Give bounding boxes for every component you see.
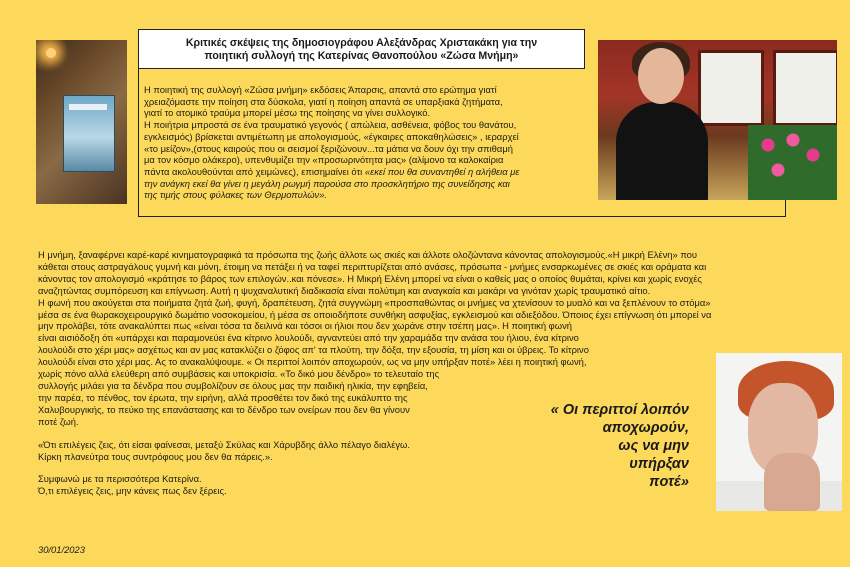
body-line: κάθεται στους αστραγάλους γυμνή και μόνη, έτοιμη να πετάξει ή να ταφεί περιπτυρίζεται από ανάσες, πρόσωπα - μνήμες ενσαρκωμένες σε σκιές και οράματα και — [38, 260, 707, 272]
body-line: λουλούδι είναι στο χέρι μας. Ας το ανακαλύψουμε. « Οι περιττοί λοιπόν αποχωρούν, ως να μην υπήρξαν ποτέ» λέει η ποιητική φωνή, — [38, 356, 587, 368]
intro-line — [144, 189, 592, 201]
intro-line: χρειαζόμαστε την ποίηση στα δύσκολα, γιατί η ποίηση απαντά σε υπαρξιακά ζητήματα, — [144, 95, 503, 107]
pink-flowers — [748, 125, 837, 200]
quote-line: αποχωρούν, — [602, 420, 689, 436]
book-title-strip — [69, 104, 107, 110]
intro-line-normal: πάντα ακολουθούνται από χειμώνες), επισημαίνει ότι — [144, 165, 365, 177]
body-line: είναι αισιόδοξη ότι «υπάρχει και παραμονεύει ένα κίτρινο λουλούδι, αγναντεύει από την χαραμάδα την ανάσα του ήλιου, ένα κίτρινο — [38, 332, 579, 344]
quote-line: ποτέ» — [649, 474, 689, 490]
body-line: Κίρκη πλανεύτρα τους συντρόφους μου δεν θα πάρεις.». — [38, 450, 273, 462]
body-line: λουλούδι στο χέρι μας» ασχέτως και αν μας κατακλύζει ο ζόφος απ' τα πλούτη, την δόξα, την εξουσία, τη μίση και οι ύβρεις. Το κίτρινο — [38, 344, 589, 356]
intro-line: γιατί το ατομικό τραύμα μπορεί μέσω της ποίησης να γίνει συλλογικό. — [144, 107, 431, 119]
body-line: Ό,τι επιλέγεις ζεις, μην κάνεις πως δεν ξέρεις. — [38, 485, 227, 497]
intro-line: εγκλεισμός) βρίσκεται αντιμέτωπη με απολογισμούς, «έγκαιρες αποκαθηλώσεις» , ιεραρχεί — [144, 130, 519, 142]
window — [773, 50, 837, 126]
article-title — [138, 29, 585, 69]
portrait-hand — [764, 453, 820, 511]
quote-line: « Οι περιττοί λοιπόν — [550, 402, 689, 418]
poet-portrait — [716, 353, 842, 511]
person-face — [638, 48, 684, 104]
autumn-leaves — [36, 40, 76, 80]
quote-line: ως να μην — [618, 438, 689, 454]
body-line: συλλογής μιλάει για τα δένδρα που συμβολίζουν σε όλους μας την παιδική ηλικία, την εφηβεία, — [38, 379, 428, 391]
body-line: κάνοντας τον απολογισμό «κράτησε το βάρος των επιλογών..και πόνεσε». Η Μικρή Ελένη μπορεί να είναι ο καθείς μας ο οποίος θυμάται, κρίνει και χωρίς ενοχές — [38, 272, 702, 284]
intro-line: Η ποιητική της συλλογή «Ζώσα μνήμη» εκδόσεις Άπαρσις, απαντά στο ερώτημα γιατί — [144, 84, 497, 95]
body-line: Συμφωνώ με τα περισσότερα Κατερίνα. — [38, 473, 202, 485]
book-cover — [63, 95, 115, 172]
body-line: μην προλάβει, τότε ανακαλύπτει πως «είναι τόσα τα δειλινά και τόσοι οι ήλιοι που δεν χωράνε στην τσέπη μας». Η ποιητική φωνή — [38, 320, 572, 332]
body-line: Η μνήμη, ξαναφέρνει καρέ-καρέ κινηματογραφικά τα πρόσωπα της ζωής άλλοτε ως σκιές και άλλοτε ολοζώντανα κάνοντας απολογισμούς.«Η μικρή Ελένη» που — [38, 249, 698, 260]
book-photo — [36, 40, 127, 204]
intro-line-italic: «εκεί που θα συναντηθεί η αλήθεια με — [364, 165, 520, 177]
body-line: την παρέα, το πένθος, τον έρωτα, την ειρήνη, αλλά προσθέτει τον δικό της ευκάλυπτο της — [38, 391, 408, 403]
body-line: μέσα σε ένα θωρακοχειρουργικό δωμάτιο νοσοκομείου, ή μέσα σε οποιοδήποτε συνθήκη ασφυξίας, εγκλεισμού και αδιεξόδου. Όποιος έχει επίγνωση ότι μπορεί να — [38, 308, 712, 320]
intro-line-italic: της τιμής στους φύλακες των Θερμοπυλών». — [144, 189, 328, 201]
body-line: Χαλυβουργικής, το πεύκο της επανάστασης και το δένδρο των ονείρων που δεν θα γίνουν — [38, 403, 410, 415]
candle-light — [46, 48, 56, 58]
publish-date: 30/01/2023 — [38, 544, 85, 555]
person-body — [616, 102, 708, 200]
body-line: χωρίς πόνο αλλά ελεύθερη από συμβάσεις και υποκρισία. «Το δικό μου δένδρο» το τελευταίο της — [38, 368, 440, 380]
body-line: ποτέ ζωή. — [38, 415, 79, 427]
intro-line: μα τον κόσμο ολάκερο), υπενθυμίζει την «προσωρινότητα μας» (αλίμονο τα καλοκαίρια — [144, 154, 504, 166]
pull-quote — [520, 401, 689, 491]
quote-line: υπήρξαν — [629, 456, 689, 472]
intro-line — [144, 166, 592, 178]
intro-line-italic: την ανάγκη εκεί θα γίνει η μεγάλη ρωγμή παρούσα στο προσκλητήριο της συνείδησης και — [144, 177, 510, 189]
intro-line: Η ποιήτρια μπροστά σε ένα τραυματικό γεγονός ( απώλεια, ασθένεια, φόβος του θανάτου, — [144, 119, 517, 131]
title-line-2: ποιητική συλλογή της Κατερίνας Θανοπούλου «Ζώσα Μνήμη» — [204, 50, 519, 62]
intro-line — [144, 178, 592, 190]
title-line-1: Κριτικές σκέψεις της δημοσιογράφου Αλεξάνδρας Χριστακάκη για την — [185, 37, 538, 49]
window — [698, 50, 764, 126]
journalist-photo — [598, 40, 837, 200]
body-line: αναζητώντας συμπόρευση και επίγνωση. Αυτή η ψυχαναλυτική διαδικασία είναι πολύτιμη και αναγκαία και μακάρι να γινόταν χωρίς τραυματικό αίτιο. — [38, 284, 651, 296]
body-line: Η φωνή που ακούγεται στα ποιήματα ζητά ζωή, φυγή, δραπέτευση, ζητά συγγνώμη «προσπαθώντας οι μνήμες να χτενίσουν το μυαλό και να ξεπλένουν το στόμα» — [38, 296, 711, 308]
intro-paragraph — [144, 84, 592, 201]
intro-line: «το μείζον»,(στους καιρούς που οι σεισμοί ξεριζώνουν...τα μάτια να δουν όχι την σπιθαμή — [144, 142, 513, 154]
body-line: «Ότι επιλέγεις ζεις, ότι είσαι φαίνεσαι, μεταξύ Σκύλας και Χάρυβδης άλλο πέλαγο διαλέγω. — [38, 438, 410, 450]
